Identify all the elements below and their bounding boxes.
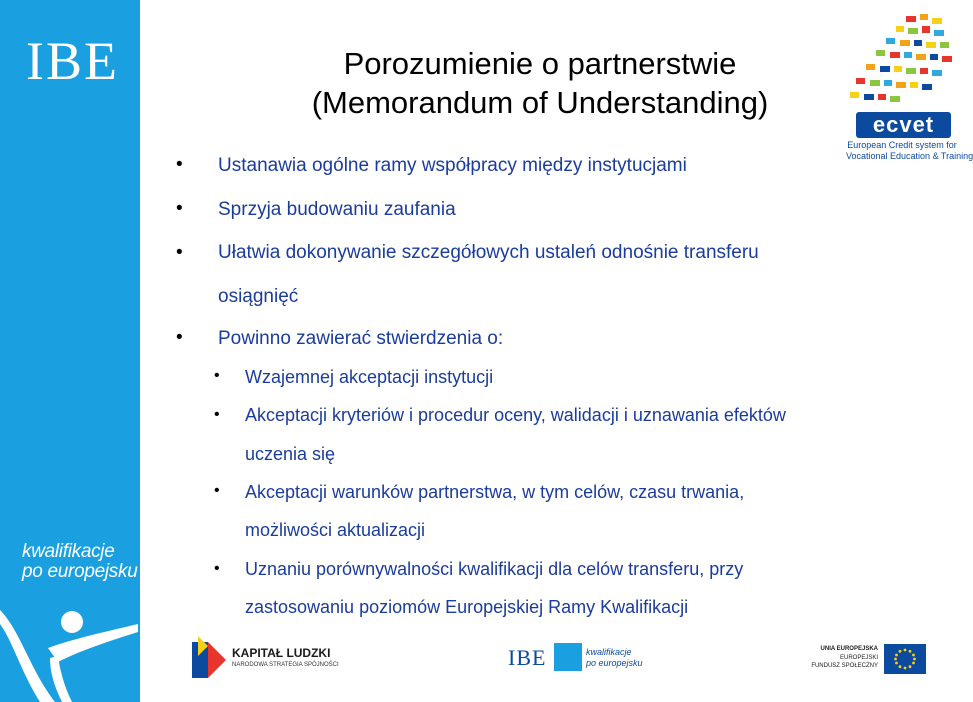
title-line1: Porozumienie o partnerstwie (343, 46, 737, 81)
eu-line2: EUROPEJSKI (839, 655, 878, 661)
sub-bullet-text: Akceptacji kryteriów i procedur oceny, walidacji i uznawania efektów (245, 405, 786, 425)
kapital-ludzki-subtitle: NARODOWA STRATEGIA SPÓJNOŚCI (232, 662, 339, 668)
ecvet-subtitle-line1: European Credit system for (847, 140, 957, 150)
sidebar (0, 0, 140, 702)
bullet-dot-icon: • (176, 154, 183, 175)
bullet-dot-icon: • (214, 482, 220, 499)
bullet-dot-icon: • (176, 242, 183, 263)
sub-bullet-text: Uznaniu porównywalności kwalifikacji dla celów transferu, przy (245, 559, 744, 579)
sub-bullet-text-continuation: uczenia się (245, 444, 336, 464)
ecvet-subtitle (846, 140, 973, 162)
eu-fund-logo (800, 642, 930, 676)
sub-bullet-text-continuation: zastosowaniu poziomów Europejskiej Ramy Kwalifikacji (245, 597, 689, 617)
sub-bullet-text: Wzajemnej akceptacji instytucji (245, 367, 494, 387)
bullet-text: Ułatwia dokonywanie szczegółowych ustaleń odnośnie transferu (218, 242, 759, 263)
ibe-footer-tag1: kwalifikacje (586, 647, 632, 657)
ecvet-mosaic-icon (846, 12, 958, 112)
ibe-footer-tag2: po europejsku (586, 658, 643, 668)
ecvet-subtitle-line2: Vocational Education & Training (846, 151, 973, 161)
bullet-dot-icon: • (214, 406, 220, 423)
sidebar-tagline (22, 542, 137, 582)
ecvet-logo (846, 12, 973, 161)
bullet-text: Powinno zawierać stwierdzenia o: (218, 328, 504, 349)
kapital-ludzki-emblem-icon (192, 636, 226, 680)
sub-bullet-text-continuation: możliwości aktualizacji (245, 520, 426, 540)
bullet-dot-icon: • (214, 367, 220, 384)
eu-line3: FUNDUSZ SPOŁECZNY (811, 663, 878, 669)
bullet-text: Ustanawia ogólne ramy współpracy między instytucjami (218, 155, 687, 176)
sidebar-tagline-line2: po europejsku (22, 561, 138, 582)
sub-bullet-text: Akceptacji warunków partnerstwa, w tym celów, czasu trwania, (245, 482, 745, 502)
kapital-ludzki-title: KAPITAŁ LUDZKI (232, 646, 331, 660)
bullet-dot-icon: • (214, 560, 220, 577)
ecvet-wordmark: ecvet (856, 112, 951, 138)
ibe-footer-logo (508, 641, 648, 677)
ibe-footer-text: IBE (508, 645, 547, 670)
bullet-dot-icon: • (176, 327, 183, 348)
page-title (230, 44, 850, 122)
ibe-footer-badge (554, 643, 582, 671)
sidebar-tagline-line1: kwalifikacje (22, 541, 115, 562)
title-line2: (Memorandum of Understanding) (311, 85, 769, 120)
eu-line1: UNIA EUROPEJSKA (820, 646, 878, 652)
person-figure-icon (0, 590, 140, 702)
eu-flag-icon (884, 644, 926, 674)
bullet-text: Sprzyja budowaniu zaufania (218, 199, 456, 220)
ibe-logo: IBE (26, 31, 119, 91)
bullet-dot-icon: • (176, 198, 183, 219)
kapital-ludzki-logo (192, 636, 342, 680)
bullet-text-continuation: osiągnięć (218, 286, 299, 307)
